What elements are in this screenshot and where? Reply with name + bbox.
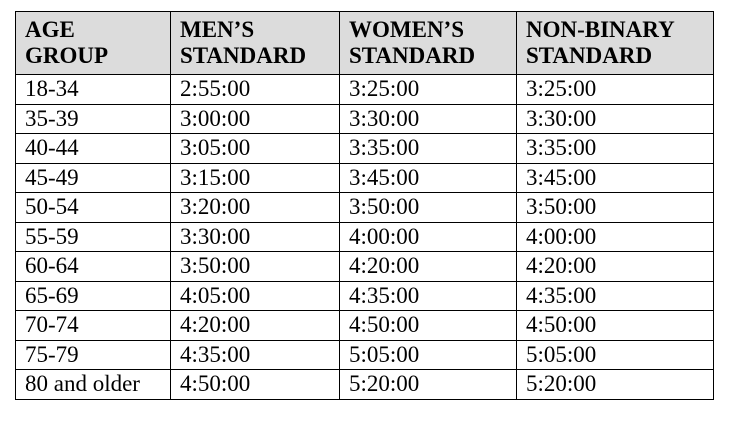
cell-womens-standard: 3:50:00 [340,193,517,223]
cell-age-group: 35-39 [16,104,171,134]
cell-age-group: 45-49 [16,163,171,193]
header-row [16,12,714,75]
cell-age-group: 70-74 [16,311,171,341]
header-mens-standard-line1: MEN’S [180,17,255,42]
table-row [16,104,714,134]
table-row [16,222,714,252]
cell-mens-standard: 3:20:00 [171,193,340,223]
cell-non-binary-standard: 4:20:00 [517,252,714,282]
table-row [16,281,714,311]
cell-womens-standard: 3:30:00 [340,104,517,134]
table-row [16,311,714,341]
cell-non-binary-standard: 3:25:00 [517,75,714,105]
cell-non-binary-standard: 5:05:00 [517,340,714,370]
table-row [16,163,714,193]
cell-age-group: 80 and older [16,370,171,400]
qualifying-standards-table [15,11,714,400]
table-row [16,134,714,164]
cell-non-binary-standard: 3:30:00 [517,104,714,134]
header-womens-standard-line2: STANDARD [349,43,476,68]
cell-mens-standard: 3:15:00 [171,163,340,193]
table-header [16,12,714,75]
table-body [16,75,714,400]
cell-non-binary-standard: 3:45:00 [517,163,714,193]
cell-mens-standard: 3:00:00 [171,104,340,134]
cell-womens-standard: 4:00:00 [340,222,517,252]
header-womens-standard-line1: WOMEN’S [349,17,464,42]
header-age-group-line1: AGE [25,17,75,42]
cell-womens-standard: 4:20:00 [340,252,517,282]
cell-age-group: 40-44 [16,134,171,164]
cell-womens-standard: 5:05:00 [340,340,517,370]
header-age-group [16,12,171,75]
header-womens-standard [340,12,517,75]
cell-non-binary-standard: 3:35:00 [517,134,714,164]
cell-mens-standard: 2:55:00 [171,75,340,105]
cell-age-group: 75-79 [16,340,171,370]
cell-non-binary-standard: 4:00:00 [517,222,714,252]
cell-mens-standard: 4:35:00 [171,340,340,370]
cell-non-binary-standard: 4:35:00 [517,281,714,311]
table-row [16,340,714,370]
table-row [16,193,714,223]
cell-mens-standard: 3:50:00 [171,252,340,282]
cell-non-binary-standard: 5:20:00 [517,370,714,400]
cell-mens-standard: 4:05:00 [171,281,340,311]
header-non-binary-standard-line1: NON-BINARY [526,17,675,42]
cell-mens-standard: 4:20:00 [171,311,340,341]
header-non-binary-standard-line2: STANDARD [526,43,653,68]
header-non-binary-standard [517,12,714,75]
table-row [16,75,714,105]
cell-womens-standard: 3:45:00 [340,163,517,193]
cell-non-binary-standard: 3:50:00 [517,193,714,223]
cell-womens-standard: 3:35:00 [340,134,517,164]
header-age-group-line2: GROUP [25,43,109,68]
header-mens-standard-line2: STANDARD [180,43,307,68]
cell-mens-standard: 4:50:00 [171,370,340,400]
header-mens-standard [171,12,340,75]
cell-mens-standard: 3:30:00 [171,222,340,252]
cell-age-group: 55-59 [16,222,171,252]
cell-womens-standard: 3:25:00 [340,75,517,105]
cell-age-group: 50-54 [16,193,171,223]
cell-womens-standard: 4:35:00 [340,281,517,311]
table-row [16,252,714,282]
table-row [16,370,714,400]
cell-mens-standard: 3:05:00 [171,134,340,164]
cell-non-binary-standard: 4:50:00 [517,311,714,341]
cell-age-group: 60-64 [16,252,171,282]
cell-womens-standard: 4:50:00 [340,311,517,341]
cell-age-group: 18-34 [16,75,171,105]
cell-womens-standard: 5:20:00 [340,370,517,400]
cell-age-group: 65-69 [16,281,171,311]
